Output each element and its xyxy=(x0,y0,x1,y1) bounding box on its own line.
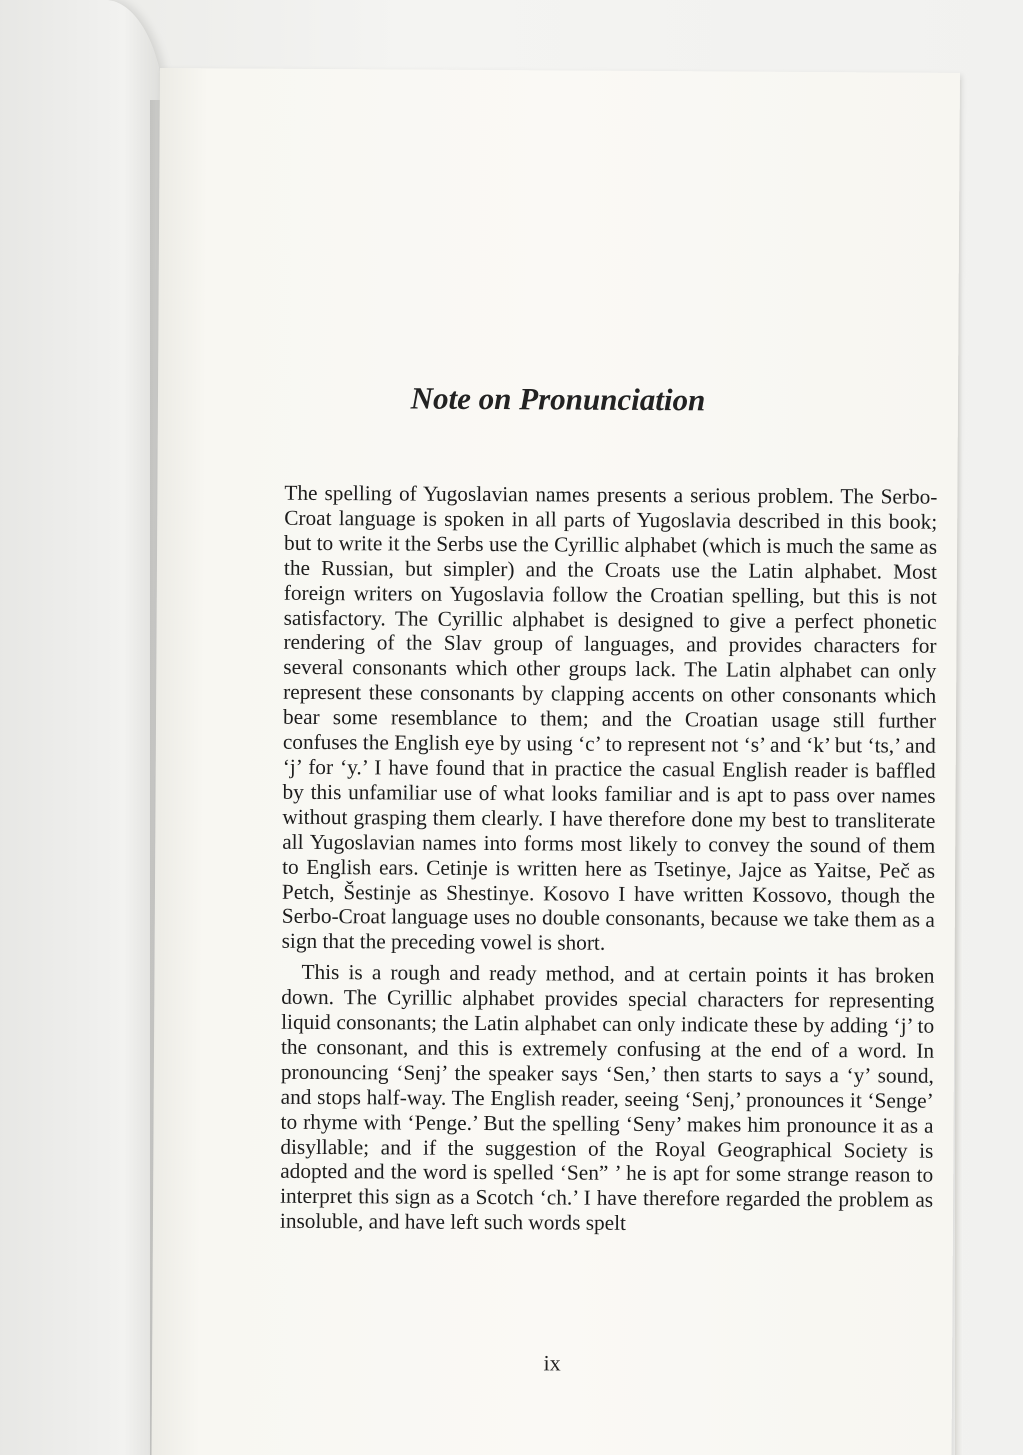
paragraph-1: The spelling of Yugoslavian names presents a serious problem. The Serbo-Croat language is spoken in all parts of Yugoslavia described in this book; but to write it the Serbs use the Cyrillic alphabet (which is much the same as the Russian, but simpler) and the Croats use the Latin alphabet. Most foreign writers on Yugoslavia follow the Croatian spelling, but this is not satisfactory. The Cyrillic alphabet is designed to give a perfect phonetic rendering of the Slav group of languages, and provides characters for several consonants which other groups lack. The Latin alphabet can only represent these consonants by clapping accents on other consonants which bear some resemblance to them; and the Croatian usage still further confuses the English eye by using ‘c’ to represent not ‘s’ and ‘k’ but ‘ts,’ and ‘j’ for ‘y.’ I have found that in practice the casual English reader is baffled by this unfamiliar use of what looks familiar and is apt to pass over names without grasping them clearly. I have therefore done my best to transliterate all Yugoslavian names into forms most likely to convey the sound of them to English ears. Cetinje is written here as Tsetinye, Jajce as Yaitse, Peč as Petch, Šestinje as Shestinye. Kosovo I have written Kossovo, though the Serbo-Croat language uses no double consonants, because we take them as a sign that the preceding vowel is short. xyxy=(281,480,938,956)
left-page-blank xyxy=(0,0,165,1455)
book-page xyxy=(152,68,960,1455)
chapter-title: Note on Pronunciation xyxy=(410,380,706,418)
page-number: ix xyxy=(543,1350,561,1376)
paragraph-2: This is a rough and ready method, and at certain points it has broken down. The Cyrillic alphabet provides special characters for representing liquid consonants; the Latin alphabet can only indicate these by adding ‘j’ to the consonant, and this is extremely confusing at the end of a word. In pronouncing ‘Senj’ the speaker says ‘Sen,’ then starts to says a ‘y’ sound, and stops half-way. The English reader, seeing ‘Senj,’ pronounces it ‘Senge’ to rhyme with ‘Penge.’ But the spelling ‘Seny’ makes him pronounce it as a disyllable; and if the suggestion of the Royal Geographical Society is adopted and the word is spelled ‘Sen” ’ he is apt for some strange reason to interpret this sign as a Scotch ‘ch.’ I have therefore regarded the problem as insoluble, and have left such words spelt xyxy=(279,960,935,1236)
body-text xyxy=(280,481,938,1238)
